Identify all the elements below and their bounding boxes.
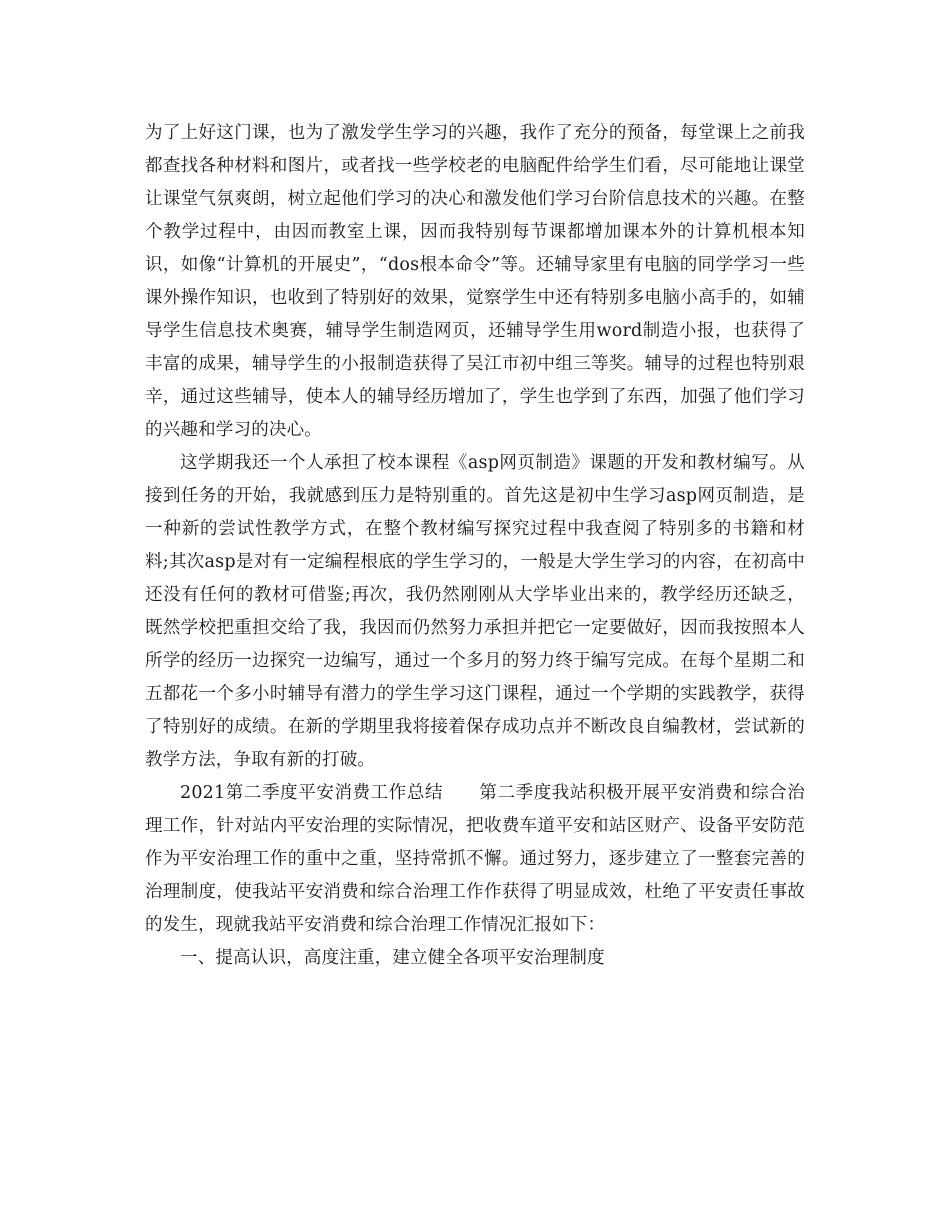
paragraph-safety-summary: 2021第二季度平安消费工作总结 第二季度我站积极开展平安消费和综合治理工作，针对站内平安治理的实际情况，把收费车道平安和站区财产、设备平安防范作为平安治理工作的重中之重，坚持常抓不懈。通过努力，逐步建立了一整套完善的治理制度，使我站平安消费和综合治理工作作获得了明显成效，杜绝了平安责任事故的发生，现就我站平安消费和综合治理工作情况汇报如下： [145,783,805,935]
paragraph-teaching-interest: 为了上好这门课，也为了激发学生学习的兴趣，我作了充分的预备，每堂课上之前我都查找各种材料和图片，或者找一些学校老的电脑配件给学生们看，尽可能地让课堂让课堂气氛爽朗，树立起他们学习的决心和激发他们学习台阶信息技术的兴趣。在整个教学过程中，由因而教室上课，因而我特别每节课都增加课本外的计算机根本知识，如像“计算机的开展史”，“dos根本命令”等。还辅导家里有电脑的同学学习一些课外操作知识，也收到了特别好的效果，觉察学生中还有特别多电脑小高手的，如辅导学生信息技术奥赛，辅导学生制造网页，还辅导学生用word制造小报，也获得了丰富的成果，辅导学生的小报制造获得了吴江市初中组三等奖。辅导的过程也特别艰辛，通过这些辅导，使本人的辅导经历增加了，学生也学到了东西，加强了他们学习的兴趣和学习的决心。 [145,123,805,440]
document-body [145,117,805,975]
section-heading-one: 一、提高认识，高度注重，建立健全各项平安治理制度 [180,948,605,968]
paragraph-asp-course: 这学期我还一个人承担了校本课程《asp网页制造》课题的开发和教材编写。从接到任务的开始，我就感到压力是特别重的。首先这是初中生学习asp网页制造，是一种新的尝试性教学方式，在整个教材编写探究过程中我查阅了特别多的书籍和材料;其次asp是对有一定编程根底的学生学习的，一般是大学生学习的内容，在初高中还没有任何的教材可借鉴;再次，我仍然刚刚从大学毕业出来的，教学经历还缺乏，既然学校把重担交给了我，我因而仍然努力承担并把它一定要做好，因而我按照本人所学的经历一边探究一边编写，通过一个多月的努力终于编写完成。在每个星期二和五都花一个多小时辅导有潜力的学生学习这门课程，通过一个学期的实践教学，获得了特别好的成绩。在新的学期里我将接着保存成功点并不断改良自编教材，尝试新的教学方法，争取有新的打破。 [145,453,805,770]
